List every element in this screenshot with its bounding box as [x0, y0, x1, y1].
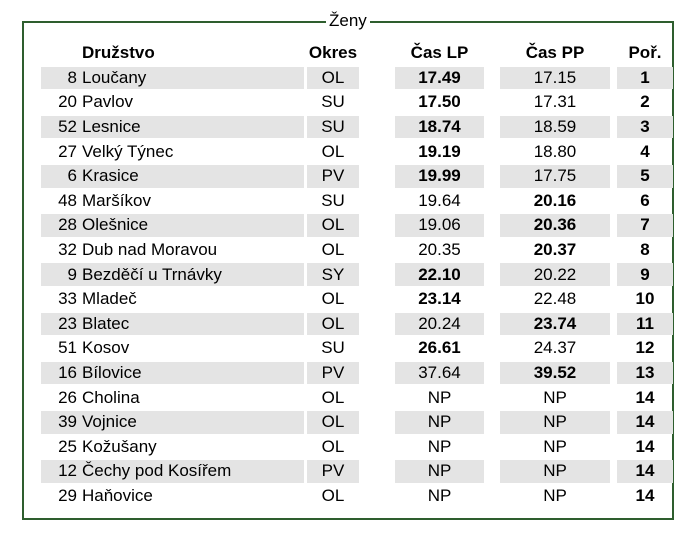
- row-okres: SY: [307, 263, 359, 286]
- table-row: [41, 485, 673, 508]
- row-place: 14: [635, 485, 655, 505]
- header-num: [41, 42, 77, 65]
- row-place: 8: [640, 240, 650, 260]
- header-row: [41, 42, 673, 65]
- row-number: 48: [58, 190, 77, 210]
- row-team: Bezděčí u Trnávky: [77, 263, 304, 286]
- row-okres: OL: [307, 411, 359, 434]
- row-number: 33: [58, 289, 77, 309]
- row-okres: OL: [321, 141, 345, 161]
- row-team: Maršíkov: [82, 190, 151, 210]
- row-time-pp: 20.36: [500, 214, 610, 237]
- table-row: [41, 460, 673, 483]
- table-row: [41, 436, 673, 459]
- table-row: [41, 239, 673, 262]
- table-row: [41, 190, 673, 213]
- row-time-pp: 22.48: [533, 289, 577, 309]
- row-number: 16: [41, 362, 77, 385]
- row-team: Vojnice: [77, 411, 304, 434]
- row-place: 2: [640, 92, 650, 112]
- row-team: Mladeč: [82, 289, 137, 309]
- row-team: Loučany: [77, 67, 304, 90]
- row-time-lp: NP: [395, 460, 484, 483]
- table-row: [41, 140, 673, 163]
- row-time-pp: NP: [500, 460, 610, 483]
- row-number: 12: [41, 460, 77, 483]
- row-place: 1: [617, 67, 673, 90]
- table-row: [41, 411, 673, 434]
- row-time-lp: 19.99: [395, 165, 484, 188]
- row-time-lp: 23.14: [418, 289, 461, 309]
- row-team: Kosov: [82, 338, 130, 358]
- row-place: 10: [635, 289, 655, 309]
- row-time-lp: 20.24: [395, 313, 484, 336]
- row-team: Lesnice: [77, 116, 304, 139]
- table-row: [41, 288, 673, 311]
- row-team: Čechy pod Kosířem: [77, 460, 304, 483]
- row-time-pp: 39.52: [500, 362, 610, 385]
- row-time-lp: 18.74: [395, 116, 484, 139]
- row-okres: OL: [307, 313, 359, 336]
- row-time-lp: NP: [395, 411, 484, 434]
- row-place: 13: [617, 362, 673, 385]
- row-place: 12: [635, 338, 655, 358]
- row-time-pp: 18.59: [500, 116, 610, 139]
- table-row: [41, 67, 673, 90]
- row-number: 20: [58, 92, 77, 112]
- row-time-lp: 19.19: [418, 141, 461, 161]
- header-okres: Okres: [308, 43, 358, 63]
- row-place: 4: [640, 141, 650, 161]
- header-lp: Čas LP: [410, 43, 469, 63]
- row-team: Haňovice: [82, 485, 153, 505]
- frame-title: Ženy: [326, 11, 370, 31]
- row-time-pp: 20.16: [533, 190, 577, 210]
- table-row: [41, 362, 673, 385]
- row-number: 32: [58, 240, 77, 260]
- row-time-pp: NP: [500, 411, 610, 434]
- table-row: [41, 263, 673, 286]
- row-number: 25: [58, 436, 77, 456]
- row-okres: OL: [321, 485, 345, 505]
- row-team: Kožušany: [82, 436, 157, 456]
- row-okres: OL: [321, 387, 345, 407]
- row-number: 27: [58, 141, 77, 161]
- table-row: [41, 337, 673, 360]
- header-team: Družstvo: [82, 43, 155, 63]
- row-time-lp: 37.64: [395, 362, 484, 385]
- row-place: 6: [640, 190, 650, 210]
- row-time-pp: NP: [543, 387, 567, 407]
- row-time-pp: 17.15: [500, 67, 610, 90]
- row-team: Velký Týnec: [82, 141, 174, 161]
- table-row: [41, 91, 673, 114]
- row-okres: OL: [307, 214, 359, 237]
- row-okres: SU: [321, 338, 345, 358]
- row-okres: PV: [307, 362, 359, 385]
- row-time-lp: 17.49: [395, 67, 484, 90]
- row-time-lp: 26.61: [418, 338, 461, 358]
- row-place: 14: [617, 460, 673, 483]
- row-number: 23: [41, 313, 77, 336]
- row-number: 9: [41, 263, 77, 286]
- row-team: Blatec: [77, 313, 304, 336]
- row-time-lp: 20.35: [418, 240, 461, 260]
- header-por: Poř.: [628, 43, 662, 63]
- row-okres: OL: [321, 436, 345, 456]
- row-time-pp: 18.80: [533, 141, 577, 161]
- row-okres: OL: [321, 289, 345, 309]
- row-okres: SU: [307, 116, 359, 139]
- row-time-pp: NP: [543, 485, 567, 505]
- row-place: 3: [617, 116, 673, 139]
- table-row: [41, 386, 673, 409]
- row-place: 14: [635, 387, 655, 407]
- row-time-pp: 24.37: [533, 338, 577, 358]
- header-pp: Čas PP: [525, 43, 585, 63]
- table-row: [41, 313, 673, 336]
- results-body: [41, 67, 673, 508]
- row-okres: OL: [307, 67, 359, 90]
- row-number: 39: [41, 411, 77, 434]
- row-place: 5: [617, 165, 673, 188]
- row-time-lp: 22.10: [395, 263, 484, 286]
- row-time-pp: 23.74: [500, 313, 610, 336]
- row-place: 14: [635, 436, 655, 456]
- row-number: 51: [58, 338, 77, 358]
- row-time-lp: NP: [427, 387, 452, 407]
- row-team: Dub nad Moravou: [82, 240, 218, 260]
- row-number: 8: [41, 67, 77, 90]
- row-time-pp: 17.75: [500, 165, 610, 188]
- row-number: 52: [41, 116, 77, 139]
- row-time-pp: 20.22: [500, 263, 610, 286]
- row-time-pp: 20.37: [533, 240, 577, 260]
- row-time-lp: NP: [427, 436, 452, 456]
- row-team: Pavlov: [82, 92, 134, 112]
- row-place: 9: [617, 263, 673, 286]
- row-time-lp: 19.64: [418, 190, 461, 210]
- row-time-lp: 19.06: [395, 214, 484, 237]
- row-time-pp: NP: [543, 436, 567, 456]
- row-team: Bílovice: [77, 362, 304, 385]
- row-team: Cholina: [82, 387, 140, 407]
- row-time-lp: NP: [427, 485, 452, 505]
- row-time-pp: 17.31: [533, 92, 577, 112]
- table-row: [41, 165, 673, 188]
- row-place: 7: [617, 214, 673, 237]
- row-okres: OL: [321, 240, 345, 260]
- row-team: Olešnice: [77, 214, 304, 237]
- row-place: 11: [617, 313, 673, 336]
- row-number: 29: [58, 485, 77, 505]
- row-number: 6: [41, 165, 77, 188]
- row-team: Krasice: [77, 165, 304, 188]
- row-okres: SU: [321, 190, 345, 210]
- row-place: 14: [617, 411, 673, 434]
- row-okres: SU: [321, 92, 345, 112]
- row-number: 26: [58, 387, 77, 407]
- row-okres: PV: [307, 165, 359, 188]
- table-row: [41, 116, 673, 139]
- results-table: [41, 40, 673, 509]
- row-okres: PV: [307, 460, 359, 483]
- row-time-lp: 17.50: [418, 92, 461, 112]
- row-number: 28: [41, 214, 77, 237]
- table-row: [41, 214, 673, 237]
